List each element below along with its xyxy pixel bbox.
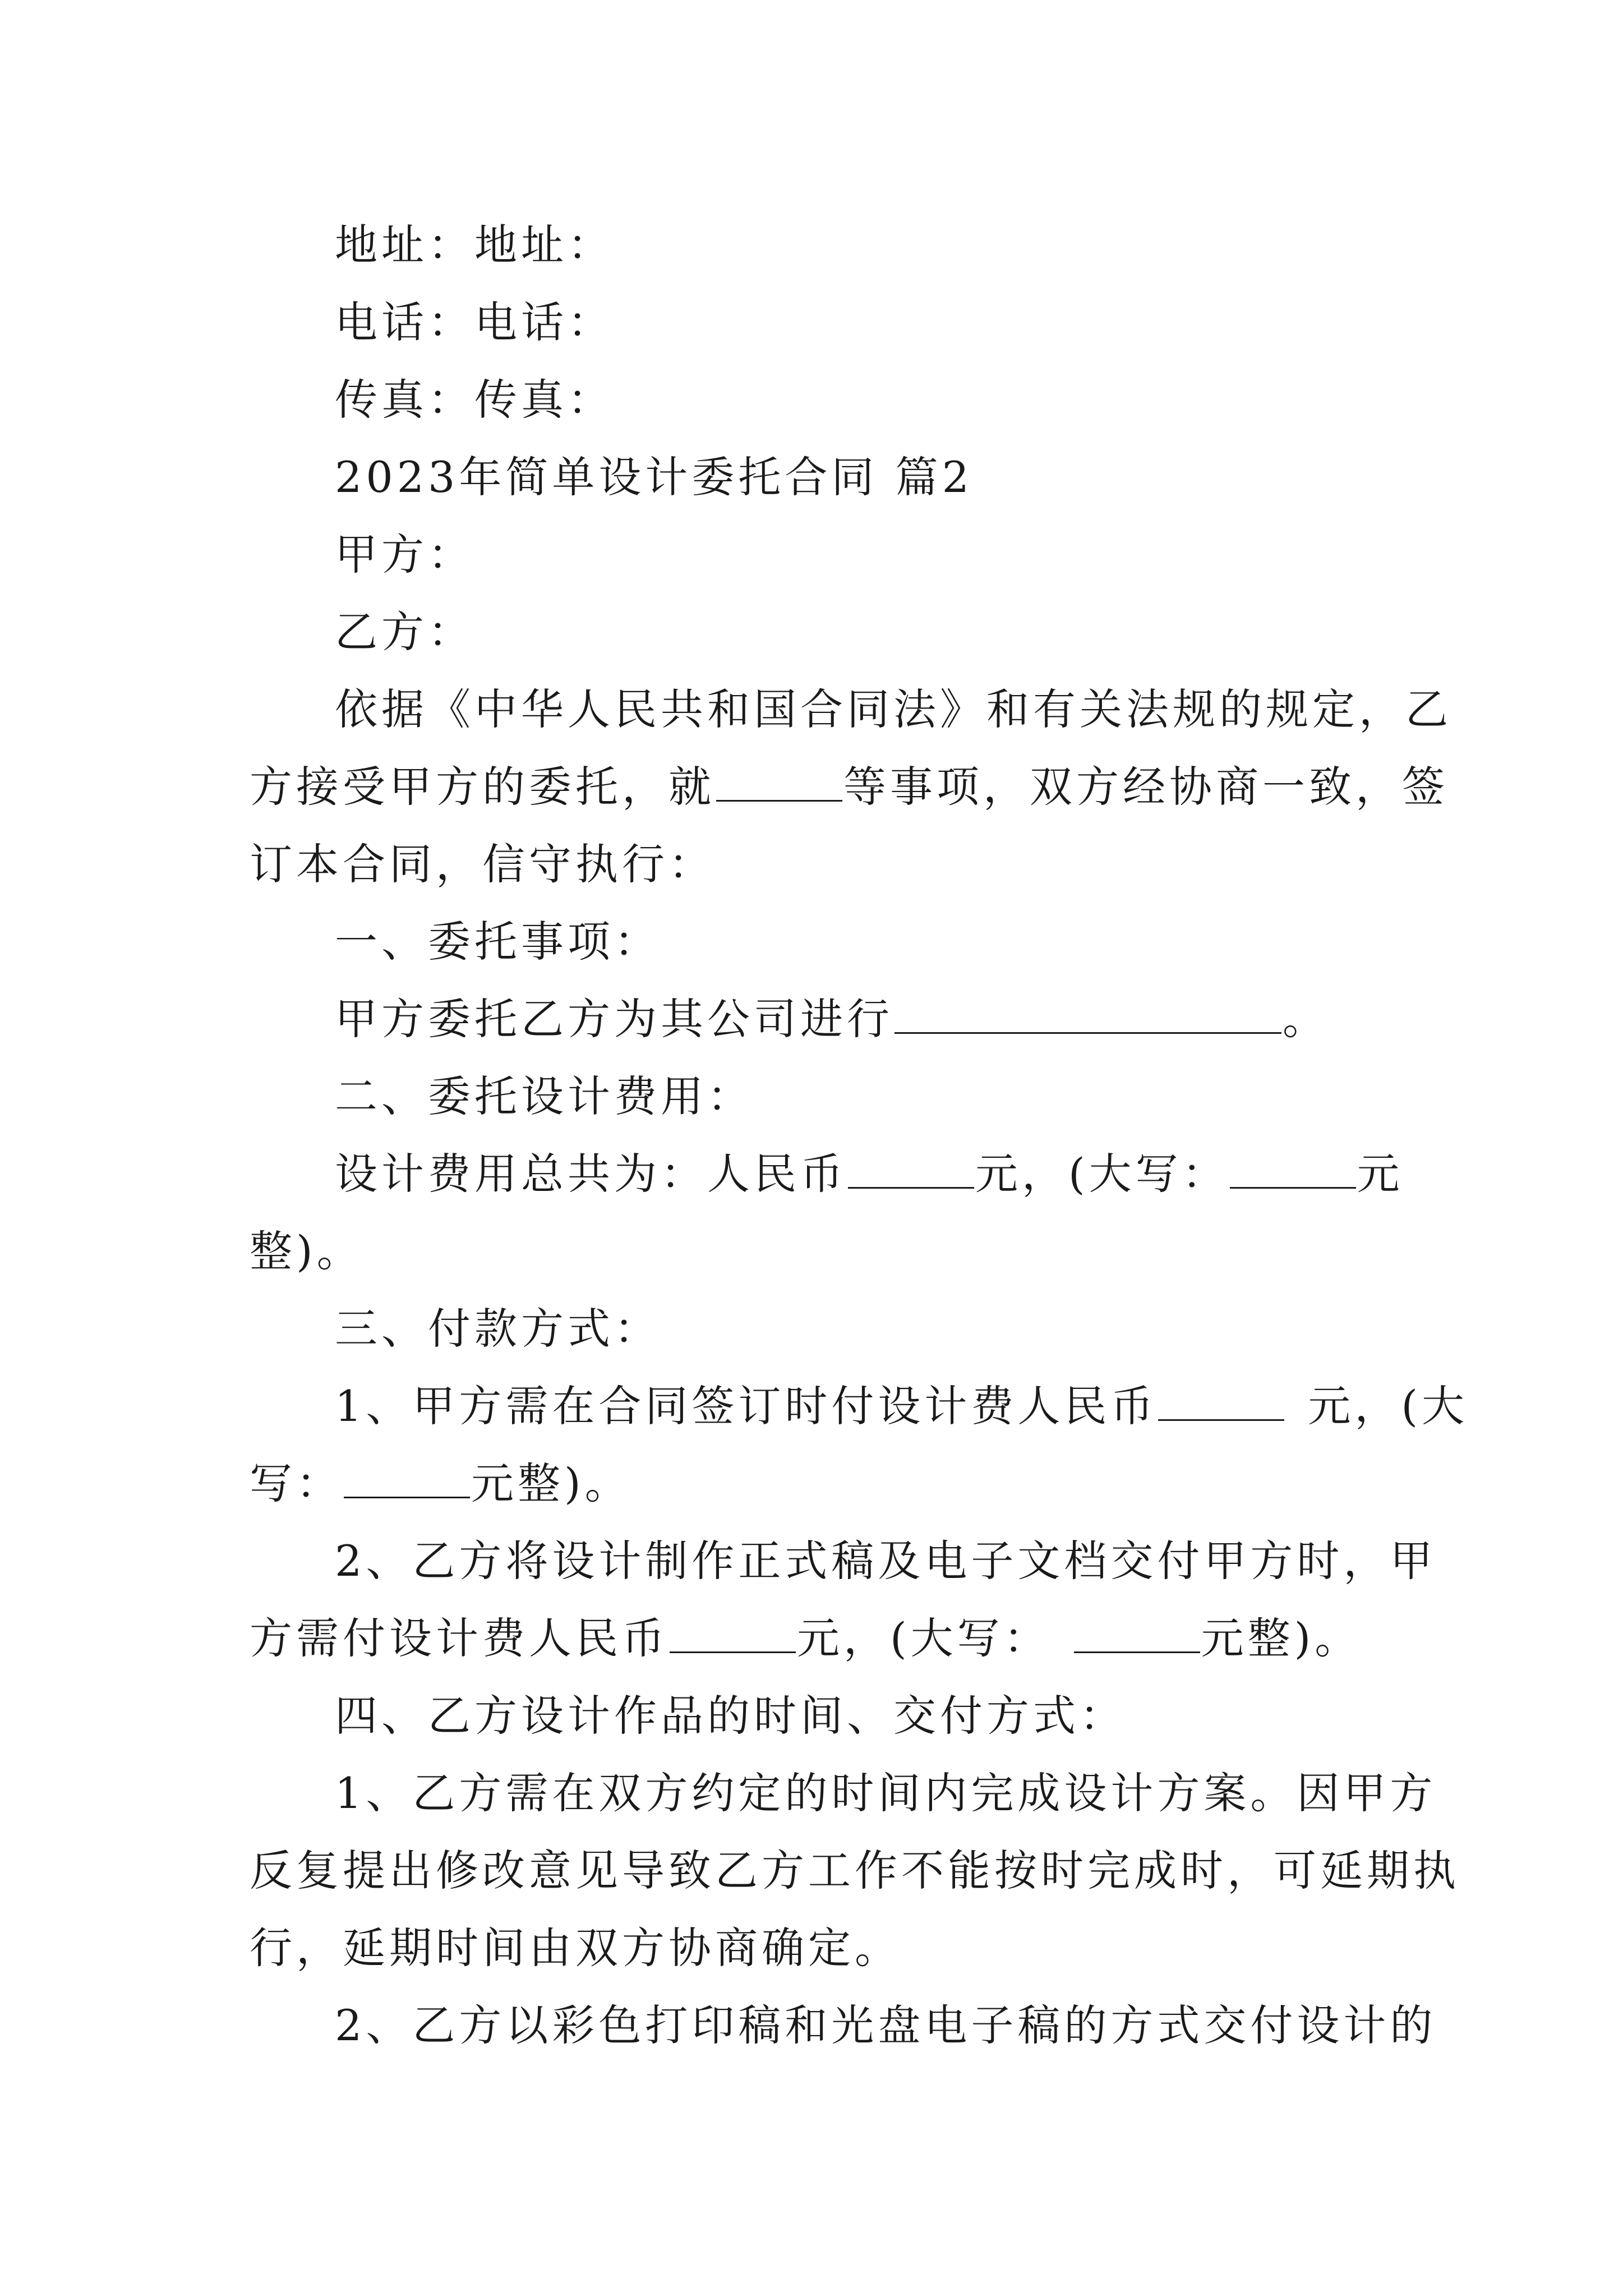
second-payment-amount-blank <box>670 1616 796 1653</box>
fee-words-blank <box>1230 1151 1356 1189</box>
section-2-line-1b: 元，(大写： <box>975 1149 1229 1199</box>
section-4-p1-line-3: 行，延期时间由双方协商确定。 <box>250 1923 901 1973</box>
intro-line-2a: 方接受甲方的委托，就 <box>250 762 715 812</box>
fax-line <box>250 361 1394 439</box>
section-4-p1-line-2: 反复提出修改意见导致乙方工作不能按时完成时，可延期执 <box>250 1846 1460 1895</box>
section-1-heading: 一、委托事项： <box>335 917 661 967</box>
second-payment-words-blank <box>1074 1616 1200 1653</box>
project-blank <box>895 996 1281 1034</box>
section-2-line-1c: 元 <box>1357 1149 1404 1199</box>
address-label-b: 地址： <box>474 220 614 270</box>
first-payment-amount-blank <box>1158 1383 1284 1421</box>
phone-label-a: 电话： <box>335 297 474 347</box>
phone-line <box>250 284 1394 361</box>
section-3-heading: 三、付款方式： <box>335 1304 661 1354</box>
address-line <box>250 206 1394 284</box>
intro-line-2b: 等事项，双方经协商一致，签 <box>843 762 1449 812</box>
section-3-p1-line-1 <box>250 1368 1469 1445</box>
section-4-p1-line-1: 1、乙方需在双方约定的时间内完成设计方案。因甲方 <box>335 1768 1437 1818</box>
section-3-p2-line-2a: 方需付设计费人民币 <box>250 1613 668 1663</box>
intro-line-3: 订本合同，信守执行： <box>250 839 715 889</box>
section-2-heading: 二、委托设计费用： <box>335 1071 754 1121</box>
section-3-p2-line-2b: 元，(大写： <box>797 1613 1050 1663</box>
section-3-p1-line-2b: 元整)。 <box>471 1458 631 1508</box>
first-payment-words-blank <box>344 1461 470 1498</box>
section-2-line-1 <box>250 1135 1404 1213</box>
fee-amount-blank <box>848 1151 974 1189</box>
fax-label-b: 传真： <box>474 375 614 425</box>
section-2-line-1a: 设计费用总共为：人民币 <box>335 1149 847 1199</box>
section-3-p1-line-2 <box>250 1445 1394 1522</box>
section-3-p1-line-2a: 写： <box>250 1458 343 1508</box>
section-4-p2-line-1: 2、乙方以彩色打印稿和光盘电子稿的方式交付设计的 <box>335 2000 1437 2050</box>
section-1-text-b: 。 <box>1283 994 1329 1044</box>
section-1-text <box>250 981 1394 1058</box>
section-1-text-a: 甲方委托乙方为其公司进行 <box>335 994 893 1044</box>
party-b-line: 乙方： <box>335 607 474 657</box>
fax-label-a: 传真： <box>335 375 474 425</box>
phone-label-b: 电话： <box>474 297 614 347</box>
section-3-p2-line-1: 2、乙方将设计制作正式稿及电子文档交付甲方时，甲 <box>335 1536 1437 1586</box>
section-3-p2-line-2c: 元整)。 <box>1201 1613 1362 1663</box>
matter-blank <box>716 764 842 802</box>
section-3-p2-line-2 <box>250 1600 1394 1677</box>
section-3-p1-line-1b: 元，(大 <box>1308 1381 1469 1431</box>
section-4-heading: 四、乙方设计作品的时间、交付方式： <box>335 1691 1126 1741</box>
contract-title: 2023年简单设计委托合同 篇2 <box>335 452 973 502</box>
document-page <box>250 206 1469 2064</box>
address-label-a: 地址： <box>335 220 474 270</box>
intro-line-1: 依据《中华人民共和国合同法》和有关法规的规定，乙 <box>335 684 1452 734</box>
section-2-line-2: 整)。 <box>250 1226 363 1276</box>
intro-line-2 <box>250 748 1449 826</box>
party-a-line: 甲方： <box>335 530 474 579</box>
section-3-p1-line-1a: 1、甲方需在合同签订时付设计费人民币 <box>335 1381 1158 1431</box>
